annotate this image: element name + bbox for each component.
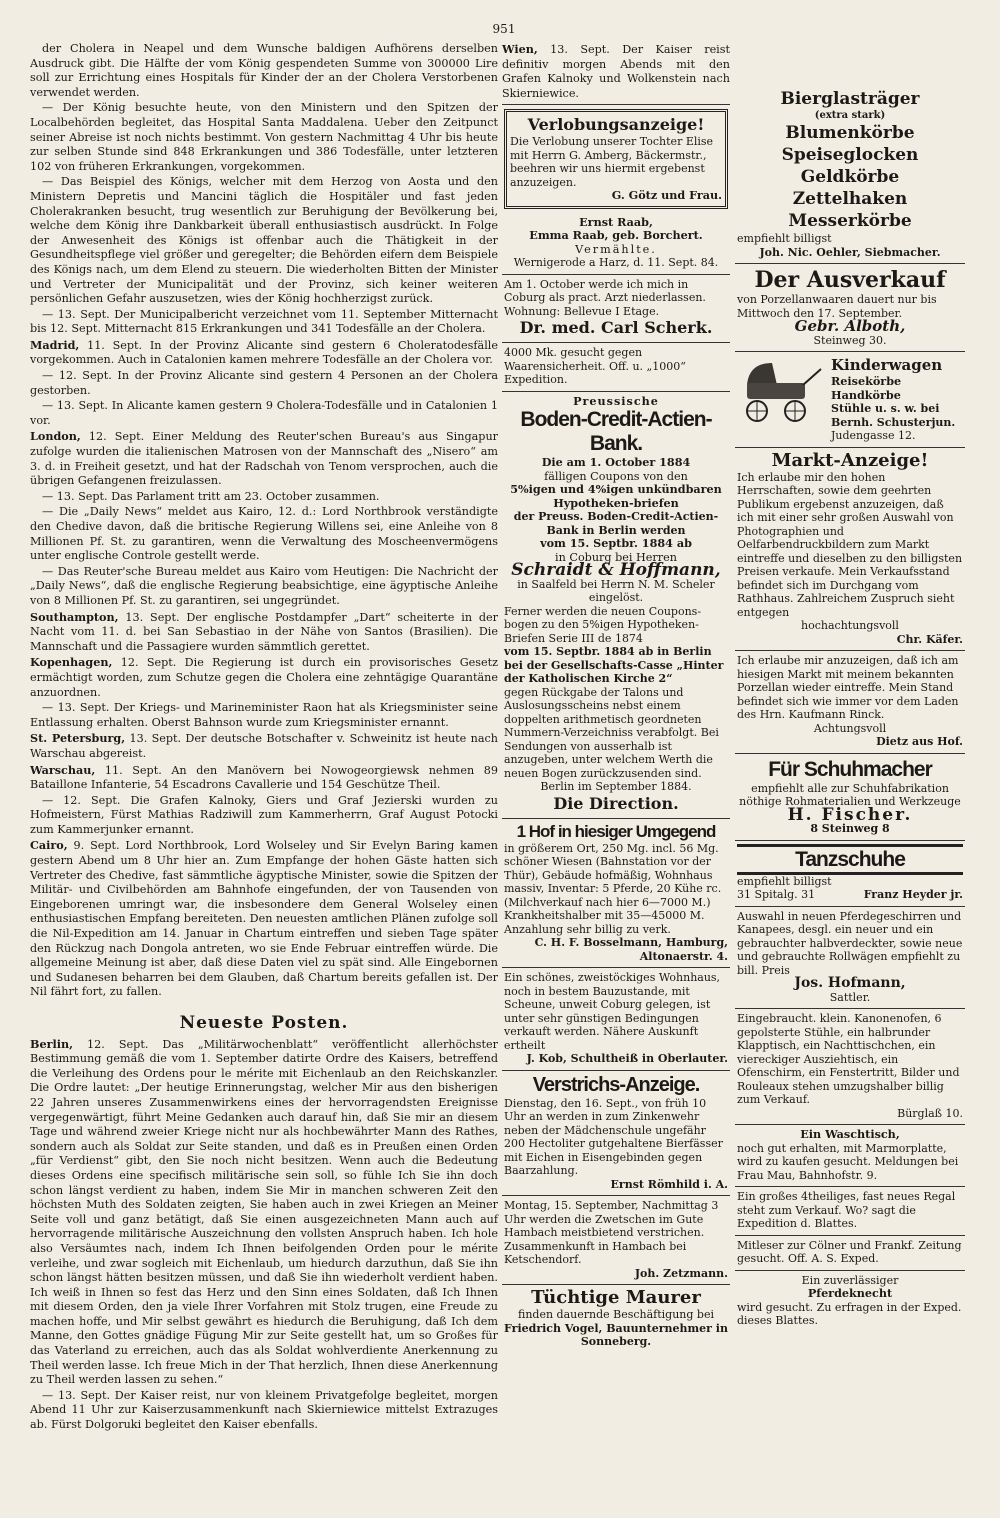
paragraph-text: — 13. Sept. Der Municipalbericht verzeichnet vom 11. September Mitternacht bis 12. Sept. Mitternacht 815 Erkrankungen und 341 Todesfälle an der Cholera. xyxy=(30,307,498,336)
page-number: 951 xyxy=(492,22,516,36)
ad-body: wird gesucht. Zu erfragen in der Exped. dieses Blattes. xyxy=(737,1300,962,1327)
news-paragraph xyxy=(30,505,498,563)
goods-list xyxy=(737,88,963,232)
paragraph-text: — 12. Sept. In der Provinz Alicante sind gestern 4 Personen an der Cholera gestorben. xyxy=(30,369,498,397)
bank-pre: Preussische xyxy=(573,393,659,408)
ad-title: Verlobungsanzeige! xyxy=(527,115,705,135)
ad-signature: Dietz aus Hof. xyxy=(876,735,963,748)
firm-address: 8 Steinweg 8 xyxy=(810,822,890,835)
marriage-ad xyxy=(502,213,730,275)
paragraph-text: der Cholera in Neapel und dem Wunsche baldigen Aufhörens derselben Ausdruck gibt. Die Hälfte der vom König gespendeten Summe von 300000 Lire soll zur Errichtung eines Hospitals für Kinder der an der Cholera Verstorbenen verwendet werden. xyxy=(30,42,498,99)
paragraph-text: — 13. Sept. In Alicante kamen gestern 9 Cholera-Todesfälle und in Catalonien 1 vor. xyxy=(30,399,498,427)
report-text: 13. Sept. Der Kaiser reist definitiv morgen Abends mit den Grafen Kalnoky und Wolkenstein nach Skierniewice. xyxy=(502,43,730,100)
news-column xyxy=(30,42,498,1434)
ad-body: Ein schönes, zweistöckiges Wohnhaus, noch in bestem Bauzustande, mit Scheune, unweit Coburg gelegen, ist unter sehr günstigen Bedingungen verkauft werden. Nähere Auskunft ertheilt xyxy=(504,971,721,1052)
paragraph-text: — Das Reuter'sche Bureau meldet aus Kairo vom Heutigen: Die Nachricht der „Daily News“, daß die englische Regierung beabsichtige, eine ägyptische Anleihe von 8 Millionen Pf. St. zu garantiren, sei ungegründet. xyxy=(30,564,498,607)
ad-body: Ich erlaube mir anzuzeigen, daß ich am hiesigen Markt mit meinem bekannten Porzellan wieder eintreffe. Mein Stand befindet sich wie immer vor dem Laden des Hrn. Kaufmann Rinck. xyxy=(737,654,959,721)
goods-item: Geldkörbe xyxy=(800,167,900,187)
news-paragraph xyxy=(30,101,498,174)
bank-line: vom 15. Septbr. 1884 ab xyxy=(540,536,692,551)
ad-body: noch gut erhalten, mit Marmorplatte, wird zu kaufen gesucht. Meldungen bei Frau Mau, Bahnhofstr. 9. xyxy=(737,1141,959,1182)
news-paragraph xyxy=(30,1389,498,1433)
ad-title: Verstrichs-Anzeige. xyxy=(532,1073,700,1096)
news-section-latest xyxy=(30,1037,498,1433)
ad-body: Mitleser zur Cölner und Frankf. Zeitung gesucht. Off. A. S. Exped. xyxy=(737,1238,962,1265)
news-paragraph xyxy=(30,565,498,609)
dateline-place: Kopenhagen, xyxy=(30,655,113,670)
news-paragraph xyxy=(30,655,498,700)
ad-body: 4000 Mk. gesucht gegen Waarensicherheit. Off. u. „1000“ Expedition. xyxy=(504,346,686,387)
pram-ad xyxy=(735,352,965,448)
ad-body: von Porzellanwaaren dauert nur bis Mittwoch den 17. September. xyxy=(737,293,937,320)
marriage-note: Vermählte. xyxy=(575,242,657,256)
ad-title: Kinderwagen xyxy=(831,356,943,374)
paragraph-text: 12. Sept. Die Regierung ist durch ein provisorisches Gesetz ermächtigt worden, zum Schutze gegen die Cholera eine zehntägige Quarantäne anzuordnen. xyxy=(30,656,498,699)
ad-address: Bürglaß 10. xyxy=(897,1106,963,1120)
news-paragraph xyxy=(30,701,498,730)
paragraph-text: 12. Sept. Einer Meldung des Reuter'schen Bureau's aus Singapur zufolge wurden die italienischen Matrosen von der Mannschaft des „Nisero“ am 3. d. in Freiheit gesetzt, und hat der Radschah von Tenom versprochen, auch die übrigen Gefangenen freizulassen. xyxy=(30,430,498,488)
dateline-place: London, xyxy=(30,429,81,444)
marriage-place: Wernigerode a Harz, d. 11. Sept. 84. xyxy=(513,256,719,270)
ad-signature: Friedrich Vogel, Bauunternehmer in Sonneberg. xyxy=(504,1321,728,1349)
paragraph-text: — Das Beispiel des Königs, welcher mit dem Herzog von Aosta und den Ministern Depretis und Mancini täglich die Hospitäler und fast jeden Cholerakranken besucht, trug wesentlich zur Beruhigung der Bevölkerung bei, welche dem König ihre Dankbarkeit überall enthusiastisch ausdrückt. In Folge der Anwesenheit des Königs ist offenbar auch die Thätigkeit in der Gesundheitspflege viel größer und geregelter; die Behörden eifern dem Beispiele des Königs nach, um dem Elend zu steuern. Die wiederholten Bitten der Minister und Vertreter der Municipalität und der Provinz, sich keiner weiteren persönlichen Gefahr auszusetzen, wies der König hochherzigst zurück. xyxy=(30,175,498,306)
news-paragraph xyxy=(30,429,498,488)
news-paragraph xyxy=(30,763,498,793)
ad-body: empfiehlt alle zur Schuhfabrikation nöthige Rohmaterialien und Werkzeuge xyxy=(739,781,961,808)
ad-pre: Ein zuverlässiger xyxy=(801,1273,899,1287)
section-heading: Neueste Posten. xyxy=(179,1013,349,1033)
dateline-place: Warschau, xyxy=(30,762,96,777)
ad-note: empfiehlt billigst xyxy=(737,232,832,245)
saddler-ad xyxy=(735,907,965,1010)
paragraph-text: — Der König besuchte heute, von den Ministern und den Spitzen der Localbehörden begleitet, das Hospital Santa Maddalena. Ueber den Zeitpunct seiner Abreise ist noch nichts bestimmt. Von gestern Nachmittag 4 Uhr bis heute zur selben Stunde sind 848 Erkrankungen und 386 Todesfälle, unter letzteren 102 von früheren Erkrankungen, vorgekommen. xyxy=(30,101,498,173)
paragraph-text: 13. Sept. Der englische Postdampfer „Dart“ scheiterte in der Nacht vom 11. d. bei San Sebastiao in der Nähe von Santos (Brasilien). Die Mannschaft und die Passagiere wurden sämmtlich gerettet. xyxy=(30,610,498,653)
bank-line: gegen Rückgabe der Talons und Auslosungsscheins nebst einem doppelten arithmetisch geordneten Nummern-Verzeichniss verabfolgt. Bei Sendungen von ausserhalb ist anzugeben, unter welchem Werth die neuen Bogen zurückzusenden sind. xyxy=(504,685,719,780)
news-paragraph xyxy=(30,731,498,761)
ad-body: Dienstag, den 16. Sept., von früh 10 Uhr an werden in zum Zinkenwehr neben der Mädchenschule ungefähr 200 Hectoliter gutgehaltene Bierfässer mit Eichen in Eisengebinden gegen Baarzahlung. xyxy=(504,1096,723,1178)
ad-role: Sattler. xyxy=(829,990,871,1004)
dateline-place: Berlin, xyxy=(30,1036,73,1051)
ad-signature: G. Götz und Frau. xyxy=(611,188,722,203)
bank-line: Die am 1. October 1884 xyxy=(541,455,691,470)
ad-body: Eingebraucht. klein. Kanonenofen, 6 gepolsterte Stühle, ein halbrunder Klapptisch, ein Nachttischchen, ein viereckiger Ausziehtisch, ein Ofenschirm, ein Fenstertritt, Bilder und Rouleaux stehen umzugshalber billig zum Verkauf. xyxy=(737,1012,960,1106)
ad-title: Tanzschuhe xyxy=(737,844,963,875)
news-paragraph xyxy=(30,610,498,655)
ad-signature: C. H. F. Bosselmann, Hamburg, Altonaerstr. 4. xyxy=(534,936,728,963)
bank-line: Berlin im September 1884. xyxy=(540,780,692,794)
dateline-place: Cairo, xyxy=(30,838,68,853)
news-paragraph xyxy=(30,399,498,428)
news-paragraph xyxy=(30,794,498,838)
ad-title: Ein Waschtisch, xyxy=(800,1127,900,1141)
ad-body: Montag, 15. September, Nachmittag 3 Uhr werden die Zwetschen im Gute Hambach meistbietend verstrichen. Zusammenkunft in Hambach bei Ketschendorf. xyxy=(504,1199,719,1267)
plum-auction-ad xyxy=(502,1196,730,1285)
paragraph-text: 12. Sept. Das „Militärwochenblatt“ veröffentlicht allerhöchster Bestimmung gemäß die vom 1. September datirte Ordre des Kaisers, betreffend die Verleihung des Ordens pour le mérite mit Eichenlaub an den Reichskanzler. Die Ordre lautet: „Der heutige Erinnerungstag, welcher Mir aus den bisherigen 22 Jahren unseres Zusammenwirkens eines der hervorragendsten Ereignisse vergegenwärtigt, führt Meine Gedanken auch darauf hin, daß Sie mir an diesem Tage und während zweier Kriege nicht nur als hochbewährter Mann des Rathes, sondern auch als Soldat zur Seite standen, und daß es in Preußen einen Orden „für Verdienst“ gibt, den Sie noch nicht besitzen. Wenn auch die Bedeutung dieses Ordens eine specifisch militärische sein soll, so fühle Ich Sie ihn doch schon längst verdient zu haben, indem Sie Mir in manchen schweren Zeit den höchsten Muth des Soldaten zeigten, Sie haben auch in zwei Kriegen an Meiner Seite voll und ganz betätigt, daß Sie einen ausgezeichneten Mann auch auf hervorragende militärische Auszeichnung den vollsten Anspruch haben. Ich hole also Versäumtes nach, indem Ich Ihnen beifolgenden Orden pour le mérite verleihe, und zwar sogleich mit Eichenlaub, um hiedurch darzuthun, daß Sie ihn schon längst hätten besitzen müssen, und daß Sie ihn wiederholt verdient haben. Ich weiß in Ihnen so fest das Herz und den Sinn eines Soldaten, daß Ich Ihnen mit diesem Orden, den ja viele Ihrer Vorfahren mit Stolz trugen, eine Freude zu machen hoffe, und Mir selbst gewährt es hiedurch die Beruhigung, daß Ich dem Manne, den Gottes gnädige Fügung Mir zur Seite gestellt hat, um so Großes für das Vaterland zu erreichen, auch das als Soldat wohlverdiente Anerkennung zu Theil werden lasse. Ich freue Mich in der That herzlich, Ihnen diese Anerkennung zu Theil werden lassen zu sehen.“ xyxy=(30,1037,498,1387)
shelf-ad xyxy=(735,1187,965,1236)
ad-line: Stühle u. s. w. bei xyxy=(831,402,940,415)
house-sale-ad xyxy=(502,968,730,1071)
ad-title: Tüchtige Maurer xyxy=(531,1287,701,1309)
paragraph-text: — Die „Daily News“ meldet aus Kairo, 12. d.: Lord Northbrook verständigte den Chedive davon, daß die britische Regierung Willens sei, eine Anleihe von 8 Millionen Pf. St. zu garantiren, wenn die Verwaltung des Moscheenvermögens unter englische Controle gestellt werde. xyxy=(30,505,498,563)
coreader-ad xyxy=(735,1236,965,1271)
ad-line: Handkörbe xyxy=(831,387,901,402)
paragraph-text: 13. Sept. Der deutsche Botschafter v. Schweinitz ist heute nach Warschau abgereist. xyxy=(30,732,498,760)
bank-line: Ferner werden die neuen Coupons-bogen zu den 5%igen Hypotheken-Briefen Serie III de 1874 xyxy=(504,604,702,645)
ads-column-middle xyxy=(502,42,730,1353)
firm-address: 31 Spitalg. 31 xyxy=(737,888,816,901)
wien-report xyxy=(502,42,730,101)
farm-sale-ad xyxy=(502,819,730,969)
news-paragraph xyxy=(30,490,498,505)
goods-item: Speiseglocken xyxy=(781,145,919,165)
paragraph-text: 11. Sept. An den Manövern bei Nowogeorgiewsk nehmen 89 Bataillone Infanterie, 54 Escadrons Cavallerie und 154 Geschütze Theil. xyxy=(30,763,498,792)
ad-body: Die Verlobung unserer Tochter Elise mit Herrn G. Amberg, Bäckermstr., beehren wir uns hiermit ergebenst anzuzeigen. xyxy=(510,135,714,189)
ad-closing: hochachtungsvoll xyxy=(801,619,899,632)
goods-item: (extra stark) xyxy=(814,110,886,121)
ad-body: Am 1. October werde ich mich in Coburg als pract. Arzt niederlassen. Wohnung: Bellevue I Etage. xyxy=(504,277,706,318)
baskets-ad xyxy=(735,42,965,264)
ad-signature: Franz Heyder jr. xyxy=(863,888,963,901)
news-section xyxy=(30,42,498,1000)
ad-title: Für Schuhmacher xyxy=(768,757,932,781)
ads-column-right xyxy=(735,42,965,1332)
news-paragraph xyxy=(30,175,498,306)
ad-line: Judengasse 12. xyxy=(831,429,916,442)
ad-closing: Achtungsvoll xyxy=(813,721,887,735)
bank-line: in Coburg bei Herren xyxy=(555,550,677,564)
ad-body: Ich erlaube mir den hohen Herrschaften, sowie dem geehrten Publikum ergebenst anzuzeigen, daß ich mit einer sehr großen Auswahl von Photographien und Oelfarbendruckbildern zum Markt eintreffe und dieselben zu den billigsten Preisen verkaufe. Mein Verkaufsstand befindet sich im Durchgang vom Rathhaus. Zahlreichem Zuspruch sieht entgegen xyxy=(737,470,963,619)
ad-title: Der Ausverkauf xyxy=(754,267,946,293)
paragraph-text: — 13. Sept. Der Kaiser reist, nur von kleinem Privatgefolge begleitet, morgen Abend 11 Uhr zur Kaiserzusammenkunft nach Skierniewice mittelst Extrazuges ab. Fürst Dolgoruki begleitet den Kaiser ebenfalls. xyxy=(30,1388,498,1432)
porcelain-ad xyxy=(735,651,965,754)
ad-signature: Joh. Nic. Oehler, Siebmacher. xyxy=(759,245,941,259)
ad-signature: Jos. Hofmann, xyxy=(794,975,906,991)
loan-ad xyxy=(502,343,730,392)
bricklayer-ad xyxy=(502,1285,730,1353)
goods-item: Messerkörbe xyxy=(788,211,912,231)
paragraph-text: — 12. Sept. Die Grafen Kalnoky, Giers und Graf Jezierski wurden zu Hofmeistern, Fürst Mathias Radziwill zum Kammerherrn, Graf August Potocki zum Kammerjunker ernannt. xyxy=(30,793,498,836)
goods-item: Zettelhaken xyxy=(792,189,908,209)
place-name: Wien, xyxy=(502,42,538,56)
firm-name: Gebr. Alboth, xyxy=(794,317,906,335)
ad-body: in größerem Ort, 250 Mg. incl. 56 Mg. schöner Wiesen (Bahnstation vor der Thür), Gebäude hofmäßig, Wohnhaus massiv, Inventar: 5 Pferde, 20 Kühe rc. (Milchverkauf nach hier 6—7000 M.) Krankheitshalber mit 35—45000 M. Anzahlung sehr billig zu verk. xyxy=(504,841,722,936)
stablehand-ad xyxy=(735,1271,965,1332)
clearance-sale-ad xyxy=(735,264,965,352)
engagement-ad xyxy=(504,109,728,209)
news-paragraph xyxy=(30,338,498,368)
bank-firm: Schraidt & Hoffmann, xyxy=(511,560,721,581)
auction-ad xyxy=(502,1071,730,1197)
bank-name: Boden-Credit-Actien-Bank. xyxy=(520,408,712,456)
ad-signature: J. Kob, Schultheiß in Oberlauter. xyxy=(526,1052,728,1066)
shoemaker-ad xyxy=(735,754,965,841)
goods-item: Blumenkörbe xyxy=(785,123,915,143)
paragraph-text: — 13. Sept. Der Kriegs- und Marineminister Raon hat als Kriegsminister seine Entlassung erhalten. Oberst Bahnson wurde zum Kriegsminister ernannt. xyxy=(30,701,498,729)
ad-body: Ein großes 4theiliges, fast neues Regal steht zum Verkauf. Wo? sagt die Expedition d. Blattes. xyxy=(737,1190,956,1230)
bride-name: Emma Raab, geb. Borchert. xyxy=(529,228,703,243)
bank-signature: Die Direction. xyxy=(553,793,679,813)
news-paragraph xyxy=(30,42,498,100)
firm-address: Steinweg 30. xyxy=(813,333,887,347)
ad-line: Reisekörbe xyxy=(831,374,902,388)
paragraph-text: 11. Sept. In der Provinz Alicante sind gestern 6 Choleratodesfälle vorgekommen. Auch in Catalonien kamen mehrere Todesfälle an der Cholera vor. xyxy=(30,338,498,367)
news-paragraph xyxy=(30,1037,498,1388)
ad-signature: Ernst Römhild i. A. xyxy=(610,1177,728,1191)
doctor-ad xyxy=(502,275,730,344)
dateline-place: Madrid, xyxy=(30,337,80,352)
bank-line: 5%igen und 4%igen unkündbaren Hypotheken-briefen xyxy=(510,482,722,510)
paragraph-text: 9. Sept. Lord Northbrook, Lord Wolseley und Sir Evelyn Baring kamen gestern Abend um 8 Uhr hier an. Zum Empfange der hohen Gäste hatten sich Vertreter des Chedive, fast sämmtliche ägyptische Minister, sowie die Spitzen der Militär- und Civilbehörden am Bahnhofe eingefunden, der von Tausenden von Eingeborenen umringt war, die insbesondere dem General Wolseley einen enthusiastischen Empfang bereiteten. Den neuesten amtlichen Plänen zufolge soll die Nil-Expedition am 14. Januar in Chartum eintreffen und sieben Tage später den Rückzug nach Dongola antreten, wo sie Ende Februar eintreffen würde. Die allgemeine Meinung ist aber, daß diese Daten viel zu spät sind. Alle Eingebornen und Sudanesen beharren bei dem Glauben, daß Chartum bereits gefallen ist. Der Nil fährt fort, zu fallen. xyxy=(30,839,498,999)
dateline-place: Southampton, xyxy=(30,609,119,624)
ad-title: Pferdeknecht xyxy=(807,1286,893,1300)
bank-line: vom 15. Septbr. 1884 ab in Berlin bei der Gesellschafts-Casse „Hinter der Katholischen Kirche 2“ xyxy=(504,645,724,686)
ad-title: 1 Hof in hiesiger Umgegend xyxy=(516,821,716,841)
bank-line: in Saalfeld bei Herrn N. M. Scheler eingelöst. xyxy=(517,577,715,605)
news-paragraph xyxy=(30,369,498,398)
ad-body: Auswahl in neuen Pferdegeschirren und Kanapees, desgl. ein neuer und ein gebrauchter halbverdeckter, sowie neue und gebrauchte Rollwägen empfiehlt zu bill. Preis xyxy=(737,909,963,977)
ad-line: Bernh. Schusterjun. xyxy=(831,415,956,429)
groom-name: Ernst Raab, xyxy=(579,214,653,229)
bank-ad xyxy=(502,392,730,819)
doctor-name: Dr. med. Carl Scherk. xyxy=(519,318,713,338)
news-paragraph xyxy=(30,838,498,1000)
goods-item: Bierglasträger xyxy=(780,89,920,109)
washstand-ad xyxy=(735,1125,965,1187)
market-ad xyxy=(735,448,965,652)
ad-signature: Chr. Käfer. xyxy=(896,632,963,646)
ad-body: empfiehlt billigst xyxy=(737,874,832,888)
dance-shoes-ad xyxy=(735,841,965,907)
ad-title: Markt-Anzeige! xyxy=(771,449,929,471)
pram-illustration xyxy=(737,355,827,425)
dateline-place: St. Petersburg, xyxy=(30,731,126,746)
ad-signature: Joh. Zetzmann. xyxy=(634,1266,728,1280)
ad-body: finden dauernde Beschäftigung bei xyxy=(517,1308,714,1322)
firm-name: H. Fischer. xyxy=(787,804,913,825)
furniture-sale-ad xyxy=(735,1009,965,1125)
bank-line: der Preuss. Boden-Credit-Actien-Bank in Berlin werden xyxy=(513,510,719,537)
news-paragraph xyxy=(30,308,498,337)
bank-line: fälligen Coupons von den xyxy=(544,469,688,483)
paragraph-text: — 13. Sept. Das Parlament tritt am 23. October zusammen. xyxy=(42,489,380,503)
